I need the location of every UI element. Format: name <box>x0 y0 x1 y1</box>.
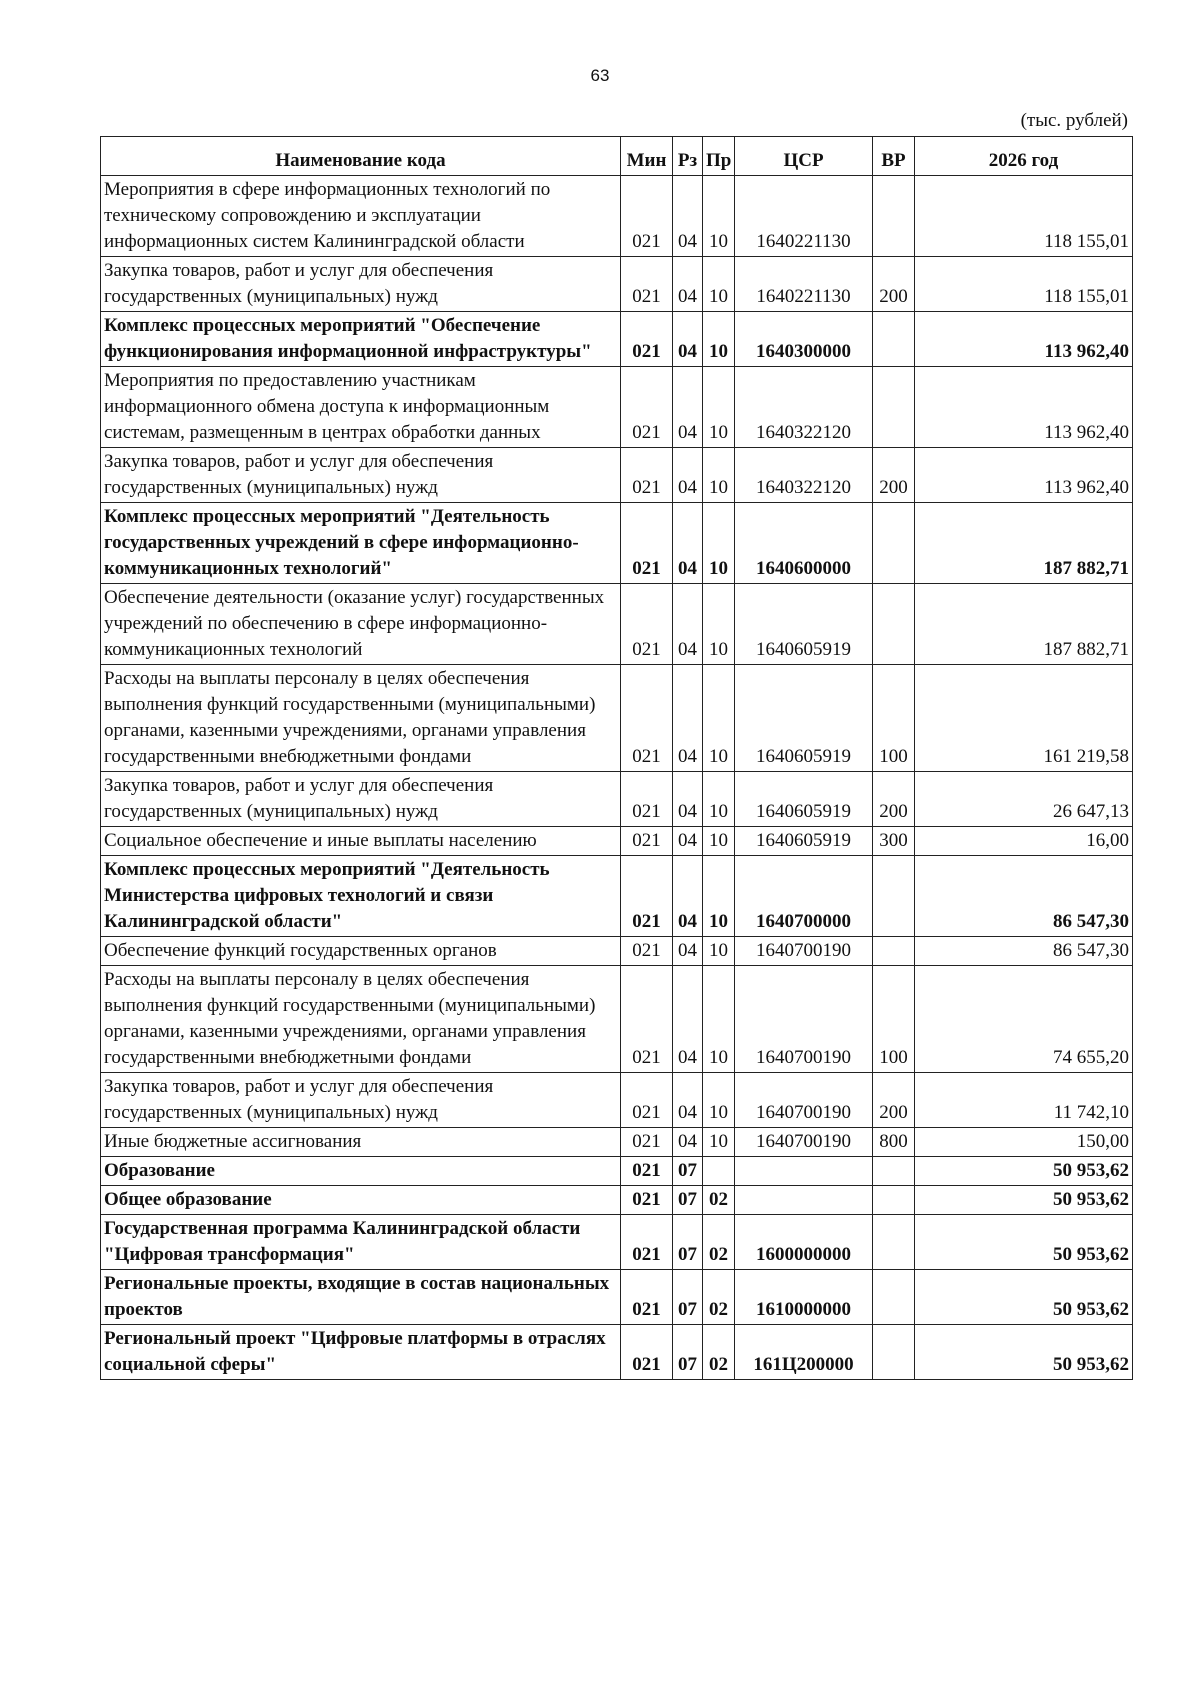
table-row <box>101 257 1133 312</box>
cell-vr: 200 <box>873 1073 915 1128</box>
table-row <box>101 448 1133 503</box>
cell-vr: 200 <box>873 772 915 827</box>
cell-sum: 50 953,62 <box>915 1270 1133 1325</box>
cell-pr: 10 <box>703 966 735 1073</box>
cell-csr: 1640300000 <box>735 312 873 367</box>
cell-vr: 100 <box>873 665 915 772</box>
cell-sum: 187 882,71 <box>915 503 1133 584</box>
cell-rz: 04 <box>673 448 703 503</box>
cell-vr: 200 <box>873 448 915 503</box>
cell-pr: 02 <box>703 1270 735 1325</box>
cell-min: 021 <box>621 1325 673 1380</box>
cell-sum: 118 155,01 <box>915 176 1133 257</box>
table-row <box>101 367 1133 448</box>
cell-pr: 10 <box>703 176 735 257</box>
cell-vr <box>873 312 915 367</box>
cell-min: 021 <box>621 1215 673 1270</box>
cell-name: Иные бюджетные ассигнования <box>101 1128 621 1157</box>
cell-csr: 1640600000 <box>735 503 873 584</box>
cell-rz: 04 <box>673 772 703 827</box>
header-vr: ВР <box>873 137 915 176</box>
cell-rz: 07 <box>673 1325 703 1380</box>
cell-pr: 02 <box>703 1325 735 1380</box>
cell-min: 021 <box>621 856 673 937</box>
cell-sum: 16,00 <box>915 827 1133 856</box>
cell-rz: 04 <box>673 584 703 665</box>
cell-min: 021 <box>621 448 673 503</box>
budget-table <box>100 136 1133 1380</box>
cell-csr: 1640700190 <box>735 937 873 966</box>
table-row <box>101 1325 1133 1380</box>
cell-csr: 1640221130 <box>735 257 873 312</box>
cell-pr: 10 <box>703 312 735 367</box>
table-header-row <box>101 137 1133 176</box>
cell-csr: 1640322120 <box>735 448 873 503</box>
cell-rz: 04 <box>673 257 703 312</box>
cell-pr: 02 <box>703 1215 735 1270</box>
cell-name: Обеспечение деятельности (оказание услуг) государственных учреждений по обеспечению в сфере информационно-коммуникационных технологий <box>101 584 621 665</box>
table-row <box>101 1157 1133 1186</box>
cell-pr: 10 <box>703 257 735 312</box>
cell-pr: 10 <box>703 584 735 665</box>
cell-sum: 74 655,20 <box>915 966 1133 1073</box>
cell-csr <box>735 1186 873 1215</box>
cell-pr: 10 <box>703 1073 735 1128</box>
cell-vr: 800 <box>873 1128 915 1157</box>
cell-name: Расходы на выплаты персоналу в целях обеспечения выполнения функций государственными (муниципальными) органами, казенными учреждениями, органами управления государственными внебюджетными фондами <box>101 966 621 1073</box>
cell-sum: 50 953,62 <box>915 1157 1133 1186</box>
table-body <box>101 176 1133 1380</box>
cell-name: Образование <box>101 1157 621 1186</box>
cell-vr <box>873 937 915 966</box>
cell-vr: 100 <box>873 966 915 1073</box>
table-row <box>101 312 1133 367</box>
cell-pr: 10 <box>703 503 735 584</box>
cell-pr: 10 <box>703 827 735 856</box>
cell-name: Расходы на выплаты персоналу в целях обеспечения выполнения функций государственными (муниципальными) органами, казенными учреждениями, органами управления государственными внебюджетными фондами <box>101 665 621 772</box>
cell-vr: 300 <box>873 827 915 856</box>
cell-min: 021 <box>621 827 673 856</box>
cell-rz: 04 <box>673 665 703 772</box>
cell-rz: 07 <box>673 1157 703 1186</box>
cell-rz: 04 <box>673 367 703 448</box>
cell-min: 021 <box>621 772 673 827</box>
cell-rz: 04 <box>673 312 703 367</box>
cell-sum: 50 953,62 <box>915 1215 1133 1270</box>
cell-sum: 113 962,40 <box>915 312 1133 367</box>
cell-pr: 10 <box>703 937 735 966</box>
cell-vr <box>873 1186 915 1215</box>
cell-name: Региональный проект "Цифровые платформы в отраслях социальной сферы" <box>101 1325 621 1380</box>
cell-pr: 10 <box>703 448 735 503</box>
cell-sum: 26 647,13 <box>915 772 1133 827</box>
cell-min: 021 <box>621 584 673 665</box>
cell-vr <box>873 1325 915 1380</box>
table-row <box>101 176 1133 257</box>
cell-csr: 1640700000 <box>735 856 873 937</box>
cell-csr: 1640605919 <box>735 584 873 665</box>
cell-min: 021 <box>621 312 673 367</box>
cell-min: 021 <box>621 966 673 1073</box>
table-row <box>101 937 1133 966</box>
cell-name: Мероприятия по предоставлению участникам информационного обмена доступа к информационным системам, размещенным в центрах обработки данных <box>101 367 621 448</box>
cell-csr <box>735 1157 873 1186</box>
cell-sum: 113 962,40 <box>915 448 1133 503</box>
cell-rz: 04 <box>673 1128 703 1157</box>
cell-rz: 07 <box>673 1186 703 1215</box>
cell-rz: 04 <box>673 503 703 584</box>
cell-min: 021 <box>621 1128 673 1157</box>
table-row <box>101 1128 1133 1157</box>
header-rz: Рз <box>673 137 703 176</box>
cell-vr <box>873 503 915 584</box>
cell-name: Закупка товаров, работ и услуг для обеспечения государственных (муниципальных) нужд <box>101 448 621 503</box>
table-row <box>101 772 1133 827</box>
cell-sum: 187 882,71 <box>915 584 1133 665</box>
table-row <box>101 584 1133 665</box>
cell-rz: 07 <box>673 1215 703 1270</box>
cell-csr: 1640700190 <box>735 1128 873 1157</box>
cell-rz: 04 <box>673 966 703 1073</box>
cell-pr: 10 <box>703 856 735 937</box>
cell-pr: 10 <box>703 1128 735 1157</box>
cell-csr: 1640605919 <box>735 772 873 827</box>
cell-sum: 161 219,58 <box>915 665 1133 772</box>
cell-vr <box>873 856 915 937</box>
cell-sum: 50 953,62 <box>915 1325 1133 1380</box>
cell-vr <box>873 584 915 665</box>
header-name: Наименование кода <box>101 137 621 176</box>
cell-name: Закупка товаров, работ и услуг для обеспечения государственных (муниципальных) нужд <box>101 772 621 827</box>
cell-name: Государственная программа Калининградской области "Цифровая трансформация" <box>101 1215 621 1270</box>
cell-rz: 04 <box>673 856 703 937</box>
cell-pr: 10 <box>703 367 735 448</box>
cell-csr: 1640700190 <box>735 966 873 1073</box>
cell-csr: 1640700190 <box>735 1073 873 1128</box>
cell-pr: 10 <box>703 772 735 827</box>
cell-min: 021 <box>621 1270 673 1325</box>
cell-csr: 1640605919 <box>735 827 873 856</box>
table-row <box>101 856 1133 937</box>
cell-vr <box>873 176 915 257</box>
cell-vr: 200 <box>873 257 915 312</box>
header-min: Мин <box>621 137 673 176</box>
cell-sum: 11 742,10 <box>915 1073 1133 1128</box>
cell-min: 021 <box>621 1073 673 1128</box>
cell-vr <box>873 1215 915 1270</box>
cell-min: 021 <box>621 1186 673 1215</box>
cell-min: 021 <box>621 367 673 448</box>
header-csr: ЦСР <box>735 137 873 176</box>
page-number: 63 <box>590 66 610 85</box>
cell-csr: 1600000000 <box>735 1215 873 1270</box>
cell-name: Региональные проекты, входящие в состав национальных проектов <box>101 1270 621 1325</box>
table-row <box>101 966 1133 1073</box>
cell-name: Закупка товаров, работ и услуг для обеспечения государственных (муниципальных) нужд <box>101 257 621 312</box>
cell-sum: 118 155,01 <box>915 257 1133 312</box>
header-year: 2026 год <box>915 137 1133 176</box>
cell-min: 021 <box>621 665 673 772</box>
cell-sum: 150,00 <box>915 1128 1133 1157</box>
cell-min: 021 <box>621 1157 673 1186</box>
cell-name: Социальное обеспечение и иные выплаты населению <box>101 827 621 856</box>
cell-min: 021 <box>621 937 673 966</box>
cell-min: 021 <box>621 503 673 584</box>
cell-sum: 86 547,30 <box>915 937 1133 966</box>
cell-name: Комплекс процессных мероприятий "Деятельность государственных учреждений в сфере информационно-коммуникационных технологий" <box>101 503 621 584</box>
cell-rz: 04 <box>673 827 703 856</box>
table-row <box>101 827 1133 856</box>
cell-sum: 113 962,40 <box>915 367 1133 448</box>
header-pr: Пр <box>703 137 735 176</box>
cell-rz: 04 <box>673 176 703 257</box>
cell-name: Общее образование <box>101 1186 621 1215</box>
cell-vr <box>873 367 915 448</box>
cell-name: Мероприятия в сфере информационных технологий по техническому сопровождению и эксплуатации информационных систем Калининградской области <box>101 176 621 257</box>
cell-name: Закупка товаров, работ и услуг для обеспечения государственных (муниципальных) нужд <box>101 1073 621 1128</box>
table-row <box>101 1186 1133 1215</box>
units-label: (тыс. рублей) <box>1020 110 1128 131</box>
cell-name: Комплекс процессных мероприятий "Деятельность Министерства цифровых технологий и связи Калининградской области" <box>101 856 621 937</box>
cell-pr <box>703 1157 735 1186</box>
cell-rz: 04 <box>673 1073 703 1128</box>
cell-sum: 50 953,62 <box>915 1186 1133 1215</box>
cell-min: 021 <box>621 257 673 312</box>
cell-csr: 1640322120 <box>735 367 873 448</box>
cell-vr <box>873 1270 915 1325</box>
cell-rz: 07 <box>673 1270 703 1325</box>
cell-pr: 10 <box>703 665 735 772</box>
table-row <box>101 503 1133 584</box>
cell-csr: 161Ц200000 <box>735 1325 873 1380</box>
cell-csr: 1640605919 <box>735 665 873 772</box>
cell-rz: 04 <box>673 937 703 966</box>
cell-name: Комплекс процессных мероприятий "Обеспечение функционирования информационной инфраструктуры" <box>101 312 621 367</box>
table-row <box>101 1270 1133 1325</box>
cell-csr: 1610000000 <box>735 1270 873 1325</box>
table-row <box>101 1215 1133 1270</box>
cell-sum: 86 547,30 <box>915 856 1133 937</box>
cell-pr: 02 <box>703 1186 735 1215</box>
cell-name: Обеспечение функций государственных органов <box>101 937 621 966</box>
cell-vr <box>873 1157 915 1186</box>
table-row <box>101 1073 1133 1128</box>
table-row <box>101 665 1133 772</box>
cell-csr: 1640221130 <box>735 176 873 257</box>
cell-min: 021 <box>621 176 673 257</box>
